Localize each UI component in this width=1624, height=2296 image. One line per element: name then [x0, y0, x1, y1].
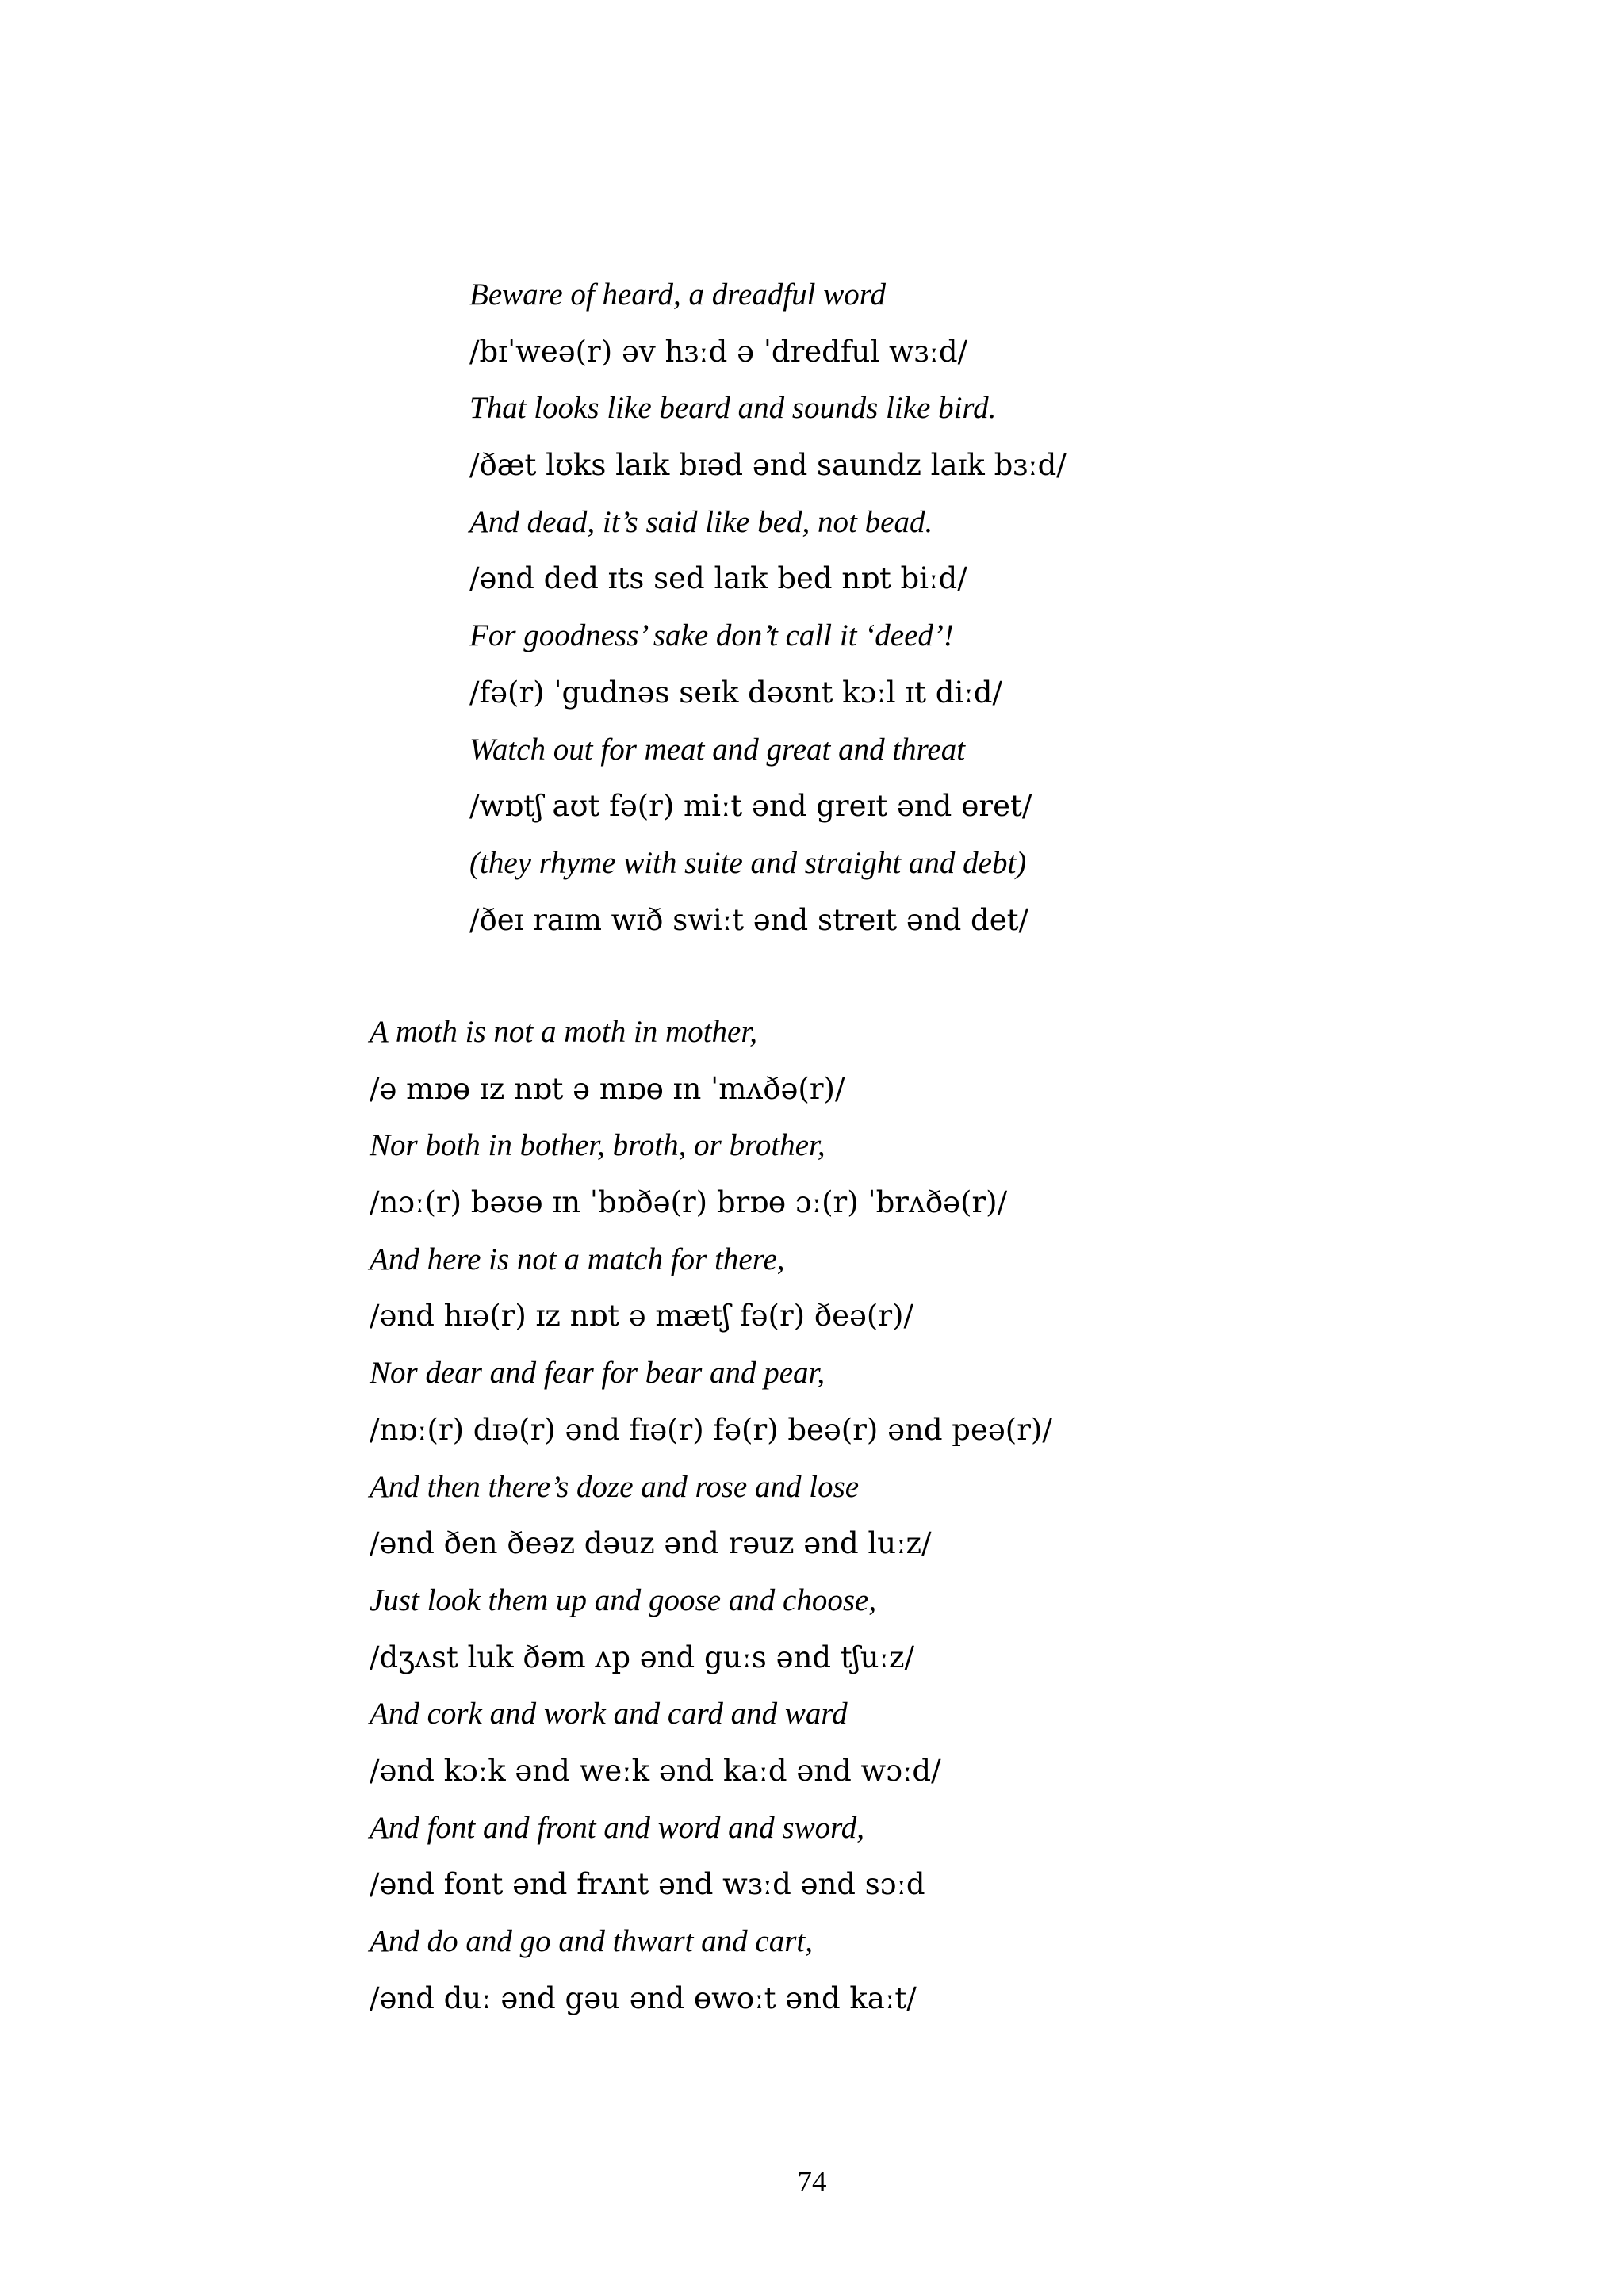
stanza-1: [469, 266, 1067, 948]
verse-line: And then there’s doze and rose and lose: [370, 1469, 860, 1504]
verse-line: (they rhyme with suite and straight and debt): [469, 845, 1027, 880]
verse-line: And do and go and thwart and cart,: [370, 1924, 814, 1958]
ipa-transcription: /ənd ðen ðeəz dəuz ənd rəuz ənd luːz/: [370, 1526, 932, 1561]
ipa-transcription: /ənd hɪə(r) ɪz nɒt ə mætʃ fə(r) ðeə(r)/: [370, 1299, 914, 1334]
ipa-transcription: /bɪˈweə(r) əv hɜːd ə ˈdredful wɜːd/: [469, 334, 968, 369]
stanza-2: [370, 1004, 1052, 2026]
verse-line: Watch out for meat and great and threat: [469, 732, 966, 767]
verse-line: And dead, it’s said like bed, not bead.: [469, 504, 933, 539]
verse-line: And here is not a match for there,: [370, 1242, 785, 1276]
ipa-transcription: /ənd duː ənd gəu ənd ɵwoːt ənd kaːt/: [370, 1980, 917, 2015]
verse-line: That looks like beard and sounds like bird.: [469, 391, 997, 426]
ipa-transcription: /wɒtʃ aʊt fə(r) miːt ənd greɪt ənd ɵret/: [469, 789, 1032, 824]
verse-line: Just look them up and goose and choose,: [370, 1582, 877, 1617]
verse-line: For goodness’ sake don’t call it ‘deed’!: [469, 618, 954, 653]
page-number: 74: [797, 2166, 827, 2198]
ipa-transcription: /ənd kɔːk ənd weːk ənd kaːd ənd wɔːd/: [370, 1753, 941, 1788]
ipa-transcription: /dʒʌst luk ðəm ʌp ənd guːs ənd tʃuːz/: [370, 1640, 915, 1674]
verse-line: A moth is not a moth in mother,: [370, 1015, 757, 1049]
ipa-transcription: /fə(r) ˈgudnəs seɪk dəʊnt kɔːl ɪt diːd/: [469, 675, 1002, 710]
ipa-transcription: /ðeɪ raɪm wɪð swiːt ənd streɪt ənd det/: [469, 902, 1028, 937]
ipa-transcription: /ənd font ənd frʌnt ənd wɜːd ənd sɔːd: [370, 1867, 925, 1902]
ipa-transcription: /ðæt lʊks laɪk bɪəd ənd saundz laɪk bɜːd/: [469, 448, 1067, 483]
ipa-transcription: /nɒː(r) dɪə(r) ənd fɪə(r) fə(r) beə(r) ənd peə(r)/: [370, 1412, 1052, 1447]
verse-line: Nor dear and fear for bear and pear,: [370, 1356, 825, 1391]
ipa-transcription: /ənd ded ɪts sed laɪk bed nɒt biːd/: [469, 561, 967, 596]
ipa-transcription: /nɔː(r) bəʊɵ ɪn ˈbɒðə(r) brɒɵ ɔː(r) ˈbrʌðə(r)/: [370, 1185, 1008, 1220]
verse-line: Beware of heard, a dreadful word: [469, 277, 887, 312]
ipa-transcription: /ə mɒɵ ɪz nɒt ə mɒɵ ɪn ˈmʌðə(r)/: [370, 1071, 845, 1106]
verse-line: Nor both in bother, broth, or brother,: [370, 1128, 825, 1163]
verse-line: And cork and work and card and ward: [370, 1697, 848, 1732]
verse-line: And font and front and word and sword,: [370, 1810, 865, 1845]
